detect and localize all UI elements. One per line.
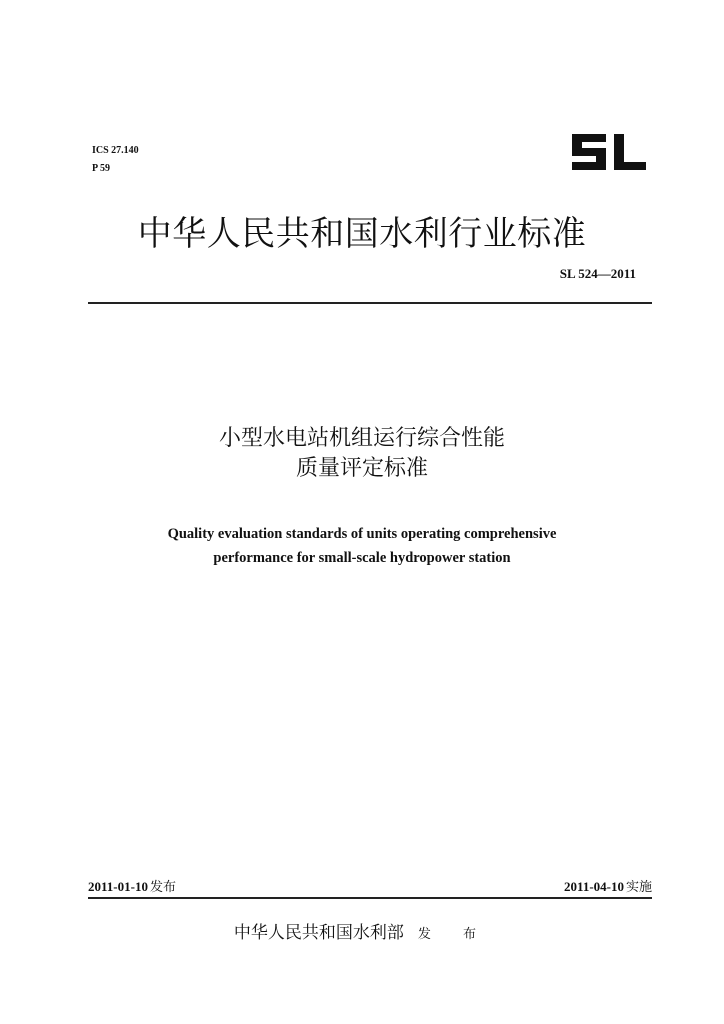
bottom-divider — [88, 897, 652, 899]
chinese-title-line-1: 小型水电站机组运行综合性能 — [218, 426, 505, 451]
implement-label: 实施 — [625, 880, 652, 895]
english-title-line-2: performance for small-scale hydropower station — [213, 550, 511, 566]
classification-codes — [92, 142, 139, 178]
implement-info — [564, 876, 652, 895]
english-title-line-1: Quality evaluation standards of units operating comprehensive — [167, 526, 557, 542]
issuer-label: 发 布 — [417, 927, 491, 942]
ccs-code: P 59 — [92, 163, 111, 174]
main-title: 中华人民共和国水利行业标准 — [137, 214, 587, 254]
issue-date: 2011-01-10 — [88, 879, 148, 894]
top-divider — [88, 302, 652, 304]
standard-number: SL 524—2011 — [559, 266, 636, 281]
issuer — [0, 918, 724, 943]
chinese-title — [0, 424, 724, 484]
issuer-name: 中华人民共和国水利部 — [233, 923, 404, 943]
chinese-title-line-2: 质量评定标准 — [295, 456, 428, 481]
issue-info — [88, 876, 176, 895]
ics-code: ICS 27.140 — [92, 145, 139, 156]
english-title — [0, 522, 724, 570]
sl-logo — [568, 130, 650, 174]
dates-row — [88, 876, 652, 896]
issue-label: 发布 — [149, 880, 176, 895]
implement-date: 2011-04-10 — [564, 879, 624, 894]
